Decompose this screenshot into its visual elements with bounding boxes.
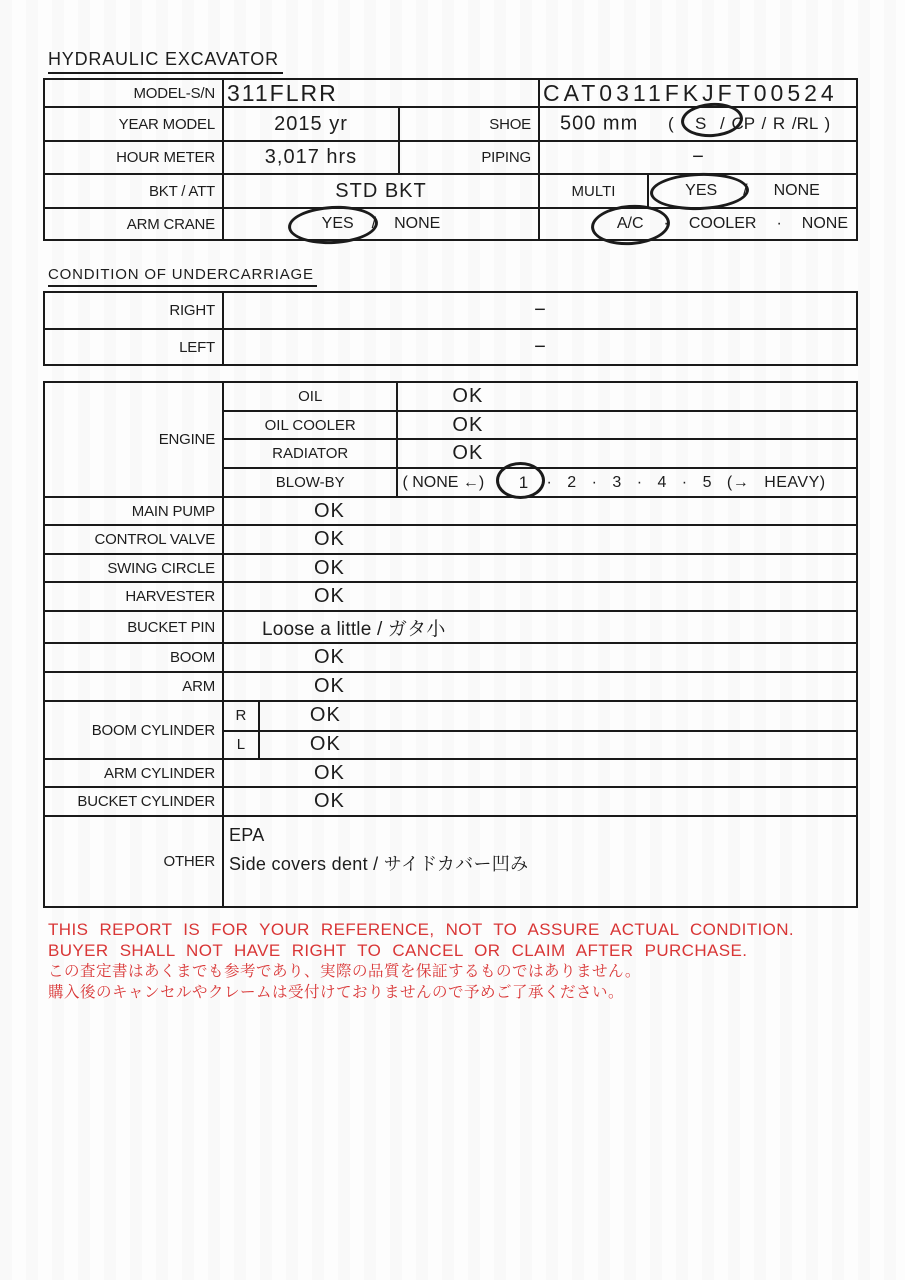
- boom-cylinder-l-value-cell: [258, 732, 856, 758]
- engine-radiator-value: OK: [452, 442, 484, 464]
- inspection-table: [43, 381, 858, 908]
- bkt-value-cell: [222, 175, 538, 207]
- arm-crane-option-separator: /: [371, 215, 377, 232]
- undercarriage-right-value: −: [534, 299, 546, 321]
- harvester-value: OK: [314, 585, 345, 607]
- table-row: [45, 524, 856, 553]
- arm-label: ARM: [182, 678, 215, 695]
- swing-circle-value-cell: [222, 555, 856, 581]
- undercarriage-left-value-cell: [222, 330, 856, 364]
- year-model-label: YEAR MODEL: [118, 115, 215, 133]
- bucket-pin-value: Loose a little / ガタ小: [262, 618, 446, 640]
- year-value-cell: [222, 108, 398, 140]
- table-row: [45, 786, 856, 815]
- blow-by-label: BLOW-BY: [275, 474, 345, 491]
- boom-value: OK: [314, 646, 345, 668]
- bucket-cylinder-label: BUCKET CYLINDER: [77, 793, 215, 810]
- cooling-option-none: NONE: [801, 215, 848, 232]
- engine-subtable: [222, 383, 856, 496]
- spec-table: [43, 78, 858, 241]
- table-row: [45, 140, 856, 173]
- hour-value: 3,017 hrs: [264, 146, 358, 168]
- table-row: [45, 173, 856, 207]
- model-sn-label: MODEL-S/N: [133, 84, 215, 102]
- model-value-cell: [222, 80, 538, 106]
- boom-cylinder-subtable: [222, 702, 856, 758]
- undercarriage-left-label: LEFT: [179, 338, 215, 356]
- shoe-paren-open: (: [668, 114, 674, 133]
- other-row: [45, 815, 856, 906]
- engine-label: ENGINE: [158, 431, 215, 448]
- engine-block: [45, 383, 856, 496]
- bucket-cylinder-value: OK: [314, 790, 345, 812]
- piping-value: −: [692, 146, 704, 168]
- year-value: 2015 yr: [274, 112, 348, 135]
- cooling-options-cell: [538, 209, 856, 239]
- blow-by-scale-cell: [396, 469, 856, 496]
- hour-meter-label: HOUR METER: [116, 149, 215, 166]
- undercarriage-right-value-cell: [222, 293, 856, 328]
- table-row: [224, 438, 856, 467]
- arm-cylinder-value: OK: [314, 761, 345, 784]
- undercarriage-section-title: CONDITION OF UNDERCARRIAGE: [48, 266, 317, 287]
- arm-value-cell: [222, 673, 856, 700]
- other-note-side-covers: Side covers dent / サイドカバー凹み: [229, 854, 529, 874]
- control-valve-label: CONTROL VALVE: [94, 531, 215, 548]
- table-row: [45, 328, 856, 364]
- table-row: [224, 467, 856, 496]
- boom-cylinder-block: [45, 700, 856, 758]
- bucket-pin-label: BUCKET PIN: [127, 618, 215, 636]
- engine-oil-value: OK: [452, 385, 484, 407]
- table-row: [45, 581, 856, 610]
- table-row: [224, 410, 856, 438]
- multi-option-yes: YES: [685, 182, 718, 199]
- harvester-label: HARVESTER: [125, 588, 215, 605]
- arm-cylinder-value-cell: [222, 760, 856, 786]
- arm-crane-label: ARM CRANE: [126, 215, 215, 233]
- control-valve-value-cell: [222, 526, 856, 553]
- table-row: [45, 293, 856, 328]
- boom-cylinder-l-label: L: [236, 736, 246, 754]
- boom-cylinder-r-value-cell: [258, 702, 856, 730]
- bucket-cylinder-value-cell: [222, 788, 856, 815]
- cooling-separator-1: ·: [663, 215, 669, 232]
- other-note-epa: EPA: [229, 825, 265, 845]
- multi-option-separator: /: [743, 182, 748, 199]
- other-label: OTHER: [163, 853, 215, 870]
- table-row: [45, 207, 856, 239]
- arm-value: OK: [314, 675, 345, 697]
- piping-label: PIPING: [398, 142, 538, 173]
- disclaimer-line-1: THIS REPORT IS FOR YOUR REFERENCE, NOT TO ASSURE ACTUAL CONDITION.: [48, 920, 795, 939]
- undercarriage-right-label: RIGHT: [169, 302, 215, 319]
- table-row: [45, 106, 856, 140]
- main-pump-value: OK: [314, 499, 345, 522]
- shoe-label: SHOE: [398, 108, 538, 140]
- multi-option-none: NONE: [773, 182, 820, 199]
- undercarriage-left-value: −: [534, 335, 546, 358]
- blow-by-rating: 1: [518, 472, 529, 492]
- arm-crane-option-yes: YES: [321, 215, 354, 232]
- table-row: [45, 671, 856, 700]
- table-row: [45, 642, 856, 671]
- serial-number: CAT0311FKJFT00524: [543, 80, 838, 106]
- control-valve-value: OK: [314, 528, 345, 550]
- bkt-att-label: BKT / ATT: [149, 182, 215, 200]
- boom-label: BOOM: [169, 649, 215, 666]
- undercarriage-table: [43, 291, 858, 366]
- disclaimer-block: [48, 919, 794, 1003]
- disclaimer-line-4: 購入後のキャンセルやクレームは受付けておりませんので予めご了承ください。: [48, 984, 625, 1001]
- harvester-value-cell: [222, 583, 856, 610]
- hour-value-cell: [222, 142, 398, 173]
- table-row: [45, 610, 856, 642]
- cooling-option-cooler: COOLER: [688, 215, 757, 232]
- boom-value-cell: [222, 644, 856, 671]
- boom-cylinder-l-value: OK: [309, 733, 341, 756]
- table-row: [45, 758, 856, 786]
- swing-circle-value: OK: [314, 556, 345, 579]
- engine-oil-value-cell: [396, 383, 856, 410]
- disclaimer-line-3: この査定書はあくまでも参考であり、実際の品質を保証するものではありません。: [48, 963, 641, 980]
- boom-cylinder-r-value: OK: [309, 704, 341, 727]
- arm-crane-option-none: NONE: [394, 215, 441, 232]
- main-pump-value-cell: [222, 498, 856, 524]
- other-value-cell: [222, 817, 856, 906]
- table-row: [45, 553, 856, 581]
- main-pump-label: MAIN PUMP: [131, 502, 215, 520]
- boom-cylinder-r-label: R: [235, 707, 247, 725]
- table-row: [224, 383, 856, 410]
- engine-radiator-label: RADIATOR: [272, 445, 349, 462]
- cooling-option-ac: A/C: [616, 215, 644, 232]
- swing-circle-label: SWING CIRCLE: [107, 559, 215, 577]
- disclaimer-line-2: BUYER SHALL NOT HAVE RIGHT TO CANCEL OR CLAIM AFTER PURCHASE.: [48, 941, 748, 960]
- cooling-separator-2: ·: [776, 215, 782, 232]
- table-row: [45, 496, 856, 524]
- shoe-size: 500 mm: [560, 112, 639, 135]
- shoe-options-rest: / CP / R /RL ): [720, 114, 831, 133]
- blow-by-scale-start: ( NONE ←): [402, 473, 485, 491]
- engine-oil-cooler-label: OIL COOLER: [264, 416, 356, 434]
- shoe-option-s: S: [695, 114, 707, 133]
- engine-oil-cooler-value: OK: [452, 413, 484, 436]
- engine-oil-cooler-value-cell: [396, 412, 856, 438]
- blow-by-scale-end: · 2 · 3 · 4 · 5 (→ HEAVY): [546, 473, 826, 491]
- boom-cylinder-label: BOOM CYLINDER: [91, 721, 215, 739]
- page-title: HYDRAULIC EXCAVATOR: [48, 49, 283, 74]
- model-value: 311FLRR: [227, 80, 338, 106]
- bkt-value: STD BKT: [335, 179, 427, 202]
- table-row: [45, 80, 856, 106]
- multi-label: MULTI: [538, 175, 647, 207]
- table-row: [224, 730, 856, 758]
- bucket-pin-value-cell: [222, 612, 856, 642]
- multi-options-cell: [647, 175, 856, 207]
- arm-cylinder-label: ARM CYLINDER: [104, 764, 215, 782]
- piping-value-cell: [538, 142, 856, 173]
- serial-value-cell: [538, 80, 856, 106]
- arm-crane-options-cell: [222, 209, 538, 239]
- engine-oil-label: OIL: [298, 388, 323, 405]
- shoe-value-cell: [538, 108, 856, 140]
- engine-radiator-value-cell: [396, 440, 856, 467]
- table-row: [224, 702, 856, 730]
